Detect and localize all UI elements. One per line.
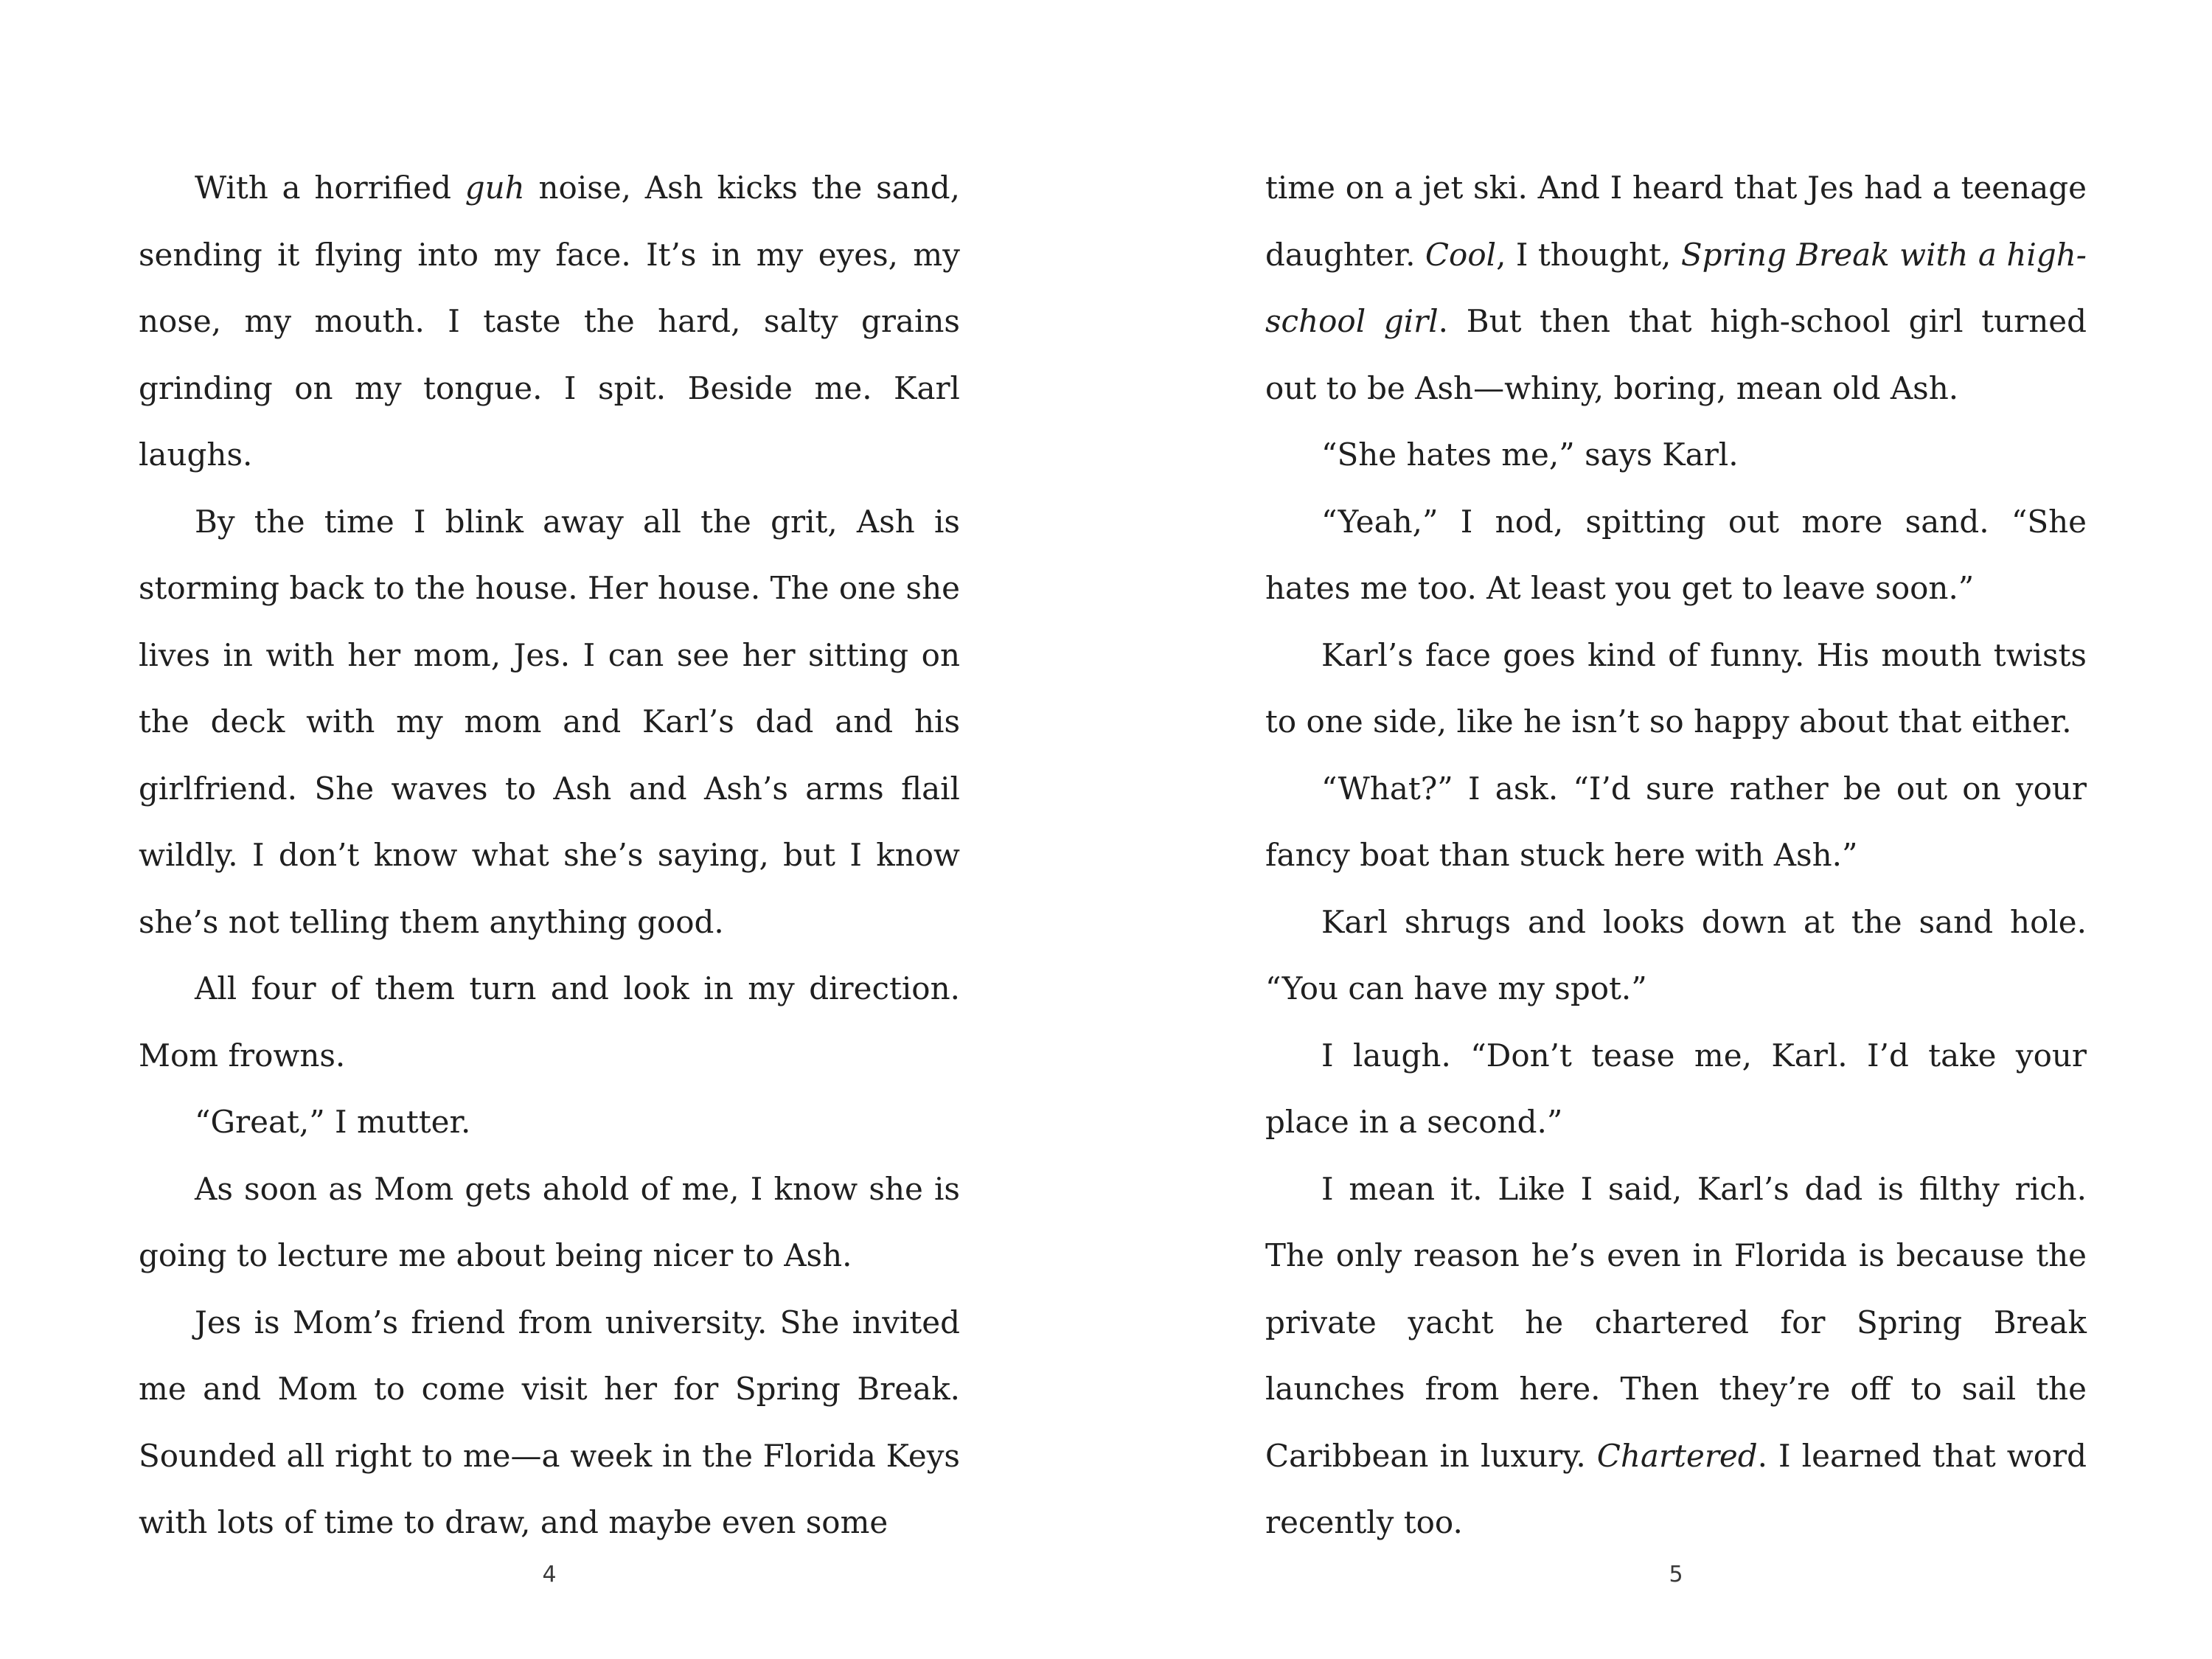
text-run: Karl shrugs and looks down at the sand hole. “You can have my spot.” — [1265, 903, 2087, 1006]
italic-text: Chartered — [1596, 1437, 1758, 1474]
text-run: “She hates me,” says Karl. — [1321, 437, 1739, 473]
text-run: “Great,” I mutter. — [195, 1104, 471, 1140]
text-run: time on a jet ski. And I heard that Jes had a teenage daughter. — [1265, 170, 2087, 273]
paragraph — [1265, 1023, 2087, 1156]
text-run: noise, Ash kicks the sand, sending it flying into my face. It’s in my eyes, my nose, my mouth. I taste the hard, salty grains grinding on my tongue. I spit. Beside me. Karl laughs. — [139, 170, 961, 473]
text-run: , I thought, — [1496, 236, 1681, 273]
paragraph — [139, 1290, 960, 1557]
italic-text: Spring Break with a high-school girl — [1265, 236, 2087, 339]
paragraph — [139, 155, 960, 489]
text-run: As soon as Mom gets ahold of me, I know she is going to lecture me about being nicer to Ash. — [139, 1170, 960, 1273]
text-run: Karl’s face goes kind of funny. His mouth twists to one side, like he isn’t so happy about that either. — [1265, 636, 2087, 740]
page-number-left: 4 — [542, 1562, 557, 1587]
left-page — [139, 155, 960, 1557]
paragraph — [139, 1156, 960, 1290]
paragraph — [1265, 155, 2087, 422]
page-number-right: 5 — [1669, 1562, 1683, 1587]
paragraph — [139, 489, 960, 956]
italic-text: guh — [465, 170, 525, 206]
paragraph — [139, 956, 960, 1089]
paragraph — [1265, 489, 2087, 622]
text-run: All four of them turn and look in my direction. Mom frowns. — [139, 970, 960, 1074]
right-page — [1265, 155, 2087, 1557]
text-run: “What?” I ask. “I’d sure rather be out on your fancy boat than stuck here with Ash.” — [1265, 770, 2087, 873]
paragraph — [1265, 889, 2087, 1023]
text-run: “Yeah,” I nod, spitting out more sand. “She hates me too. At least you get to leave soon.” — [1265, 503, 2087, 606]
paragraph — [139, 1089, 960, 1156]
paragraph — [1265, 622, 2087, 756]
paragraph — [1265, 422, 2087, 489]
text-run: I mean it. Like I said, Karl’s dad is filthy rich. The only reason he’s even in Florida is because the private yacht he chartered for Spring Break launches from here. Then they’re off to sail the Caribbean in luxury. — [1265, 1170, 2087, 1474]
paragraph — [1265, 1156, 2087, 1557]
text-run: With a horrified — [195, 170, 465, 206]
paragraph — [1265, 756, 2087, 889]
italic-text: Cool — [1425, 236, 1497, 273]
text-run: Jes is Mom’s friend from university. She invited me and Mom to come visit her for Spring Break. Sounded all right to me—a week in the Florida Keys with lots of time to draw, and maybe even some — [139, 1304, 960, 1540]
text-run: . I learned that word recently too. — [1265, 1437, 2087, 1540]
text-run: . But then that high-school girl turned out to be Ash—whiny, boring, mean old Ash. — [1265, 303, 2087, 406]
text-run: I laugh. “Don’t tease me, Karl. I’d take your place in a second.” — [1265, 1037, 2087, 1140]
text-run: By the time I blink away all the grit, Ash is storming back to the house. Her house. The one she lives in with her mom, Jes. I can see her sitting on the deck with my mom and Karl’s dad and his girlfriend. She waves to Ash and Ash’s arms flail wildly. I don’t know what she’s saying, but I know she’s not telling them anything good. — [139, 503, 960, 940]
